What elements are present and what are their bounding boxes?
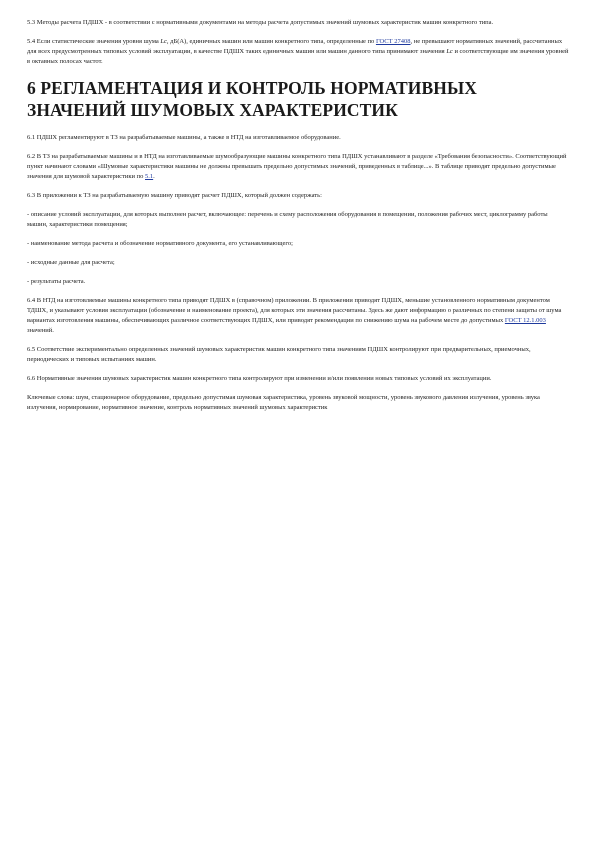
gost-12-1-003-link[interactable]: ГОСТ 12.1.003	[504, 317, 546, 324]
paragraph-6-2-text-1: 6.2 В ТЗ на разрабатываемые машины и в НТД на изготавливаемые шумообразующие машины конкретного типа ПДШХ устанавливают в разделе «Требования безопасности». Соответствующий пункт начинают словами «Шумовые характеристики машины не должны превышать предельно допустимых значений, приведенных в таблице...». В таблице приводят предельно допустимые значения для шумовой характеристики по	[27, 153, 567, 180]
lc-symbol: Lc	[160, 38, 167, 45]
paragraph-5-3: 5.3 Методы расчета ПДШХ - в соответствии с нормативными документами на методы расчета допустимых значений шумовых характеристик машин конкретного типа.	[27, 19, 494, 26]
paragraph-6-4-text-2: значений.	[27, 327, 54, 334]
list-item-conditions: - описание условий эксплуатации, для которых выполнен расчет, включающее: перечень и схему расположения оборудования в помещении, положения рабочих мест, циклограмму работы машин, характеристики помещения;	[27, 211, 548, 228]
paragraph-6-3: 6.3 В приложении к ТЗ на разрабатываемую машину приводят расчет ПДШХ, который должен содержать:	[27, 192, 322, 199]
gost-27408-link[interactable]: ГОСТ 27408	[375, 38, 411, 45]
keywords: Ключевые слова: шум, стационарное оборудование, предельно допустимая шумовая характеристика, уровень звуковой мощности, уровень звукового давления излучения, уровень звука излучения, нормирование, нормативное значение, контроль нормативных значений шумовых характеристик	[27, 394, 540, 411]
paragraph-5-4-text-3: , не превышают нормативных значений, рассчитанных для всех предусмотренных типовых условий эксплуатации, в качестве ПДШХ таких единичных машин или машин данного типа принимают значения	[27, 38, 563, 55]
list-item-input-data: - исходные данные для расчета;	[27, 259, 115, 266]
paragraph-5-4	[27, 37, 569, 67]
paragraph-6-1: 6.1 ПДШХ регламентируют в ТЗ на разрабатываемые машины, а также в НТД на изготавливаемое оборудование.	[27, 134, 341, 141]
paragraph-6-2-text-2: .	[153, 173, 155, 180]
paragraph-5-4-text-1: 5.4 Если статистические значения уровня шума	[27, 38, 161, 45]
lc-symbol-2: Lc	[446, 48, 453, 55]
paragraph-6-2	[27, 152, 569, 182]
paragraph-6-6: 6.6 Нормативные значения шумовых характеристик машин конкретного типа контролируют при изменении и/или появлении новых типовых условий их эксплуатации.	[27, 375, 492, 382]
paragraph-6-4	[27, 296, 569, 336]
section-6-heading: 6 РЕГЛАМЕНТАЦИЯ И КОНТРОЛЬ НОРМАТИВНЫХ ЗНАЧЕНИЙ ШУМОВЫХ ХАРАКТЕРИСТИК	[27, 78, 477, 120]
paragraph-6-4-text-1: 6.4 В НТД на изготовляемые машины конкретного типа приводят ПДШХ в (справочном) приложении. В приложении приводят ПДШХ, меньшие установленного нормативным документом ТДШХ, и указывают условия эксплуатации (обозначение и наименование проекта), для которых эти значения рассчитаны. Здесь же дают информацию о различных по степени защиты от шума вариантах изготовления машины, обеспечивающих различное соответствующих ПДШХ, или приводят рекомендации по снижению шума на рабочем месте до допустимых	[27, 297, 562, 324]
paragraph-5-4-text-2: , дБ(А), единичных машин или машин конкретного типа, определенные по	[166, 38, 376, 45]
clause-5-1-link[interactable]: 5.1	[145, 173, 154, 180]
paragraph-6-5: 6.5 Соответствие экспериментально определенных значений шумовых характеристик машин конкретного типа значениям ПДШХ контролируют при предварительных, приемочных, периодических и типовых испытаниях машин.	[27, 346, 531, 363]
list-item-results: - результаты расчета.	[27, 278, 86, 285]
paragraph-5-4-text-4: и соответствующие им значения уровней в октавных полосах частот.	[27, 48, 569, 65]
list-item-method: - наименование метода расчета и обозначение нормативного документа, его устанавливающего;	[27, 240, 293, 247]
